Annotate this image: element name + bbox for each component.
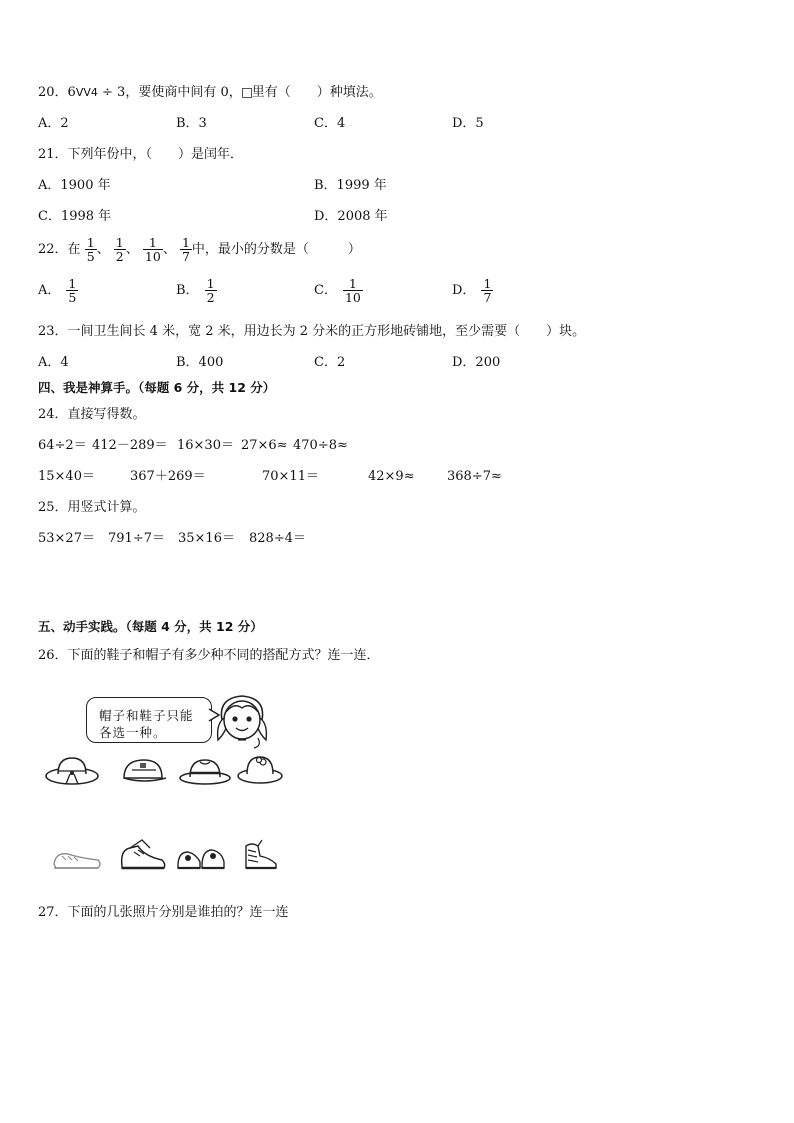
q23-option-c: C．2 [314, 355, 346, 370]
fraction-denominator: 5 [86, 249, 95, 265]
fraction-numerator: 1 [115, 235, 124, 250]
fraction-denominator: 7 [483, 290, 492, 306]
q24-calc: 368÷7≈ [447, 469, 502, 484]
fraction-denominator: 2 [206, 290, 215, 306]
sneaker-icon [116, 838, 168, 874]
q20-number: 20． [38, 85, 68, 100]
option-label: B． [176, 283, 199, 299]
high-top-sneaker-icon [236, 838, 280, 874]
q20-stem-mid: ÷ 3，要使商中间有 0， [97, 85, 242, 100]
q25-calc: 828÷4＝ [249, 531, 306, 546]
q22-fraction [114, 236, 126, 263]
q21-stem: 21．下列年份中，（ ）是闰年． [38, 147, 244, 162]
q23-stem: 23．一间卫生间长 4 米，宽 2 米，用边长为 2 分米的正方形地砖铺地，至少需要（ ）块。 [38, 324, 586, 339]
q22-stem-post: 中，最小的分数是（ ） [191, 242, 361, 258]
q25-calc: 35×16＝ [178, 531, 235, 546]
q20-option-c: C．4 [314, 116, 346, 131]
q24-calc: 16×30＝ [177, 438, 234, 453]
q24-calc: 15×40＝ [38, 469, 95, 484]
fraction-numerator: 1 [68, 276, 77, 291]
fraction-numerator: 1 [483, 276, 492, 291]
bubble-text-line2: 各选一种。 [99, 725, 167, 740]
option-fraction [343, 277, 363, 304]
q22-stem [38, 236, 361, 263]
q22-option-b [176, 277, 217, 304]
blank-box-icon [242, 88, 252, 98]
q20-stem-post: 里有（ ）种填法。 [251, 85, 382, 100]
speech-bubble [86, 697, 212, 743]
q21-option-d: D．2008 年 [314, 209, 388, 224]
separator: 、 [162, 242, 176, 258]
q20-digit: 6 [67, 85, 76, 100]
q24-calc: 42×9≈ [368, 469, 415, 484]
option-label: A． [38, 283, 61, 299]
option-label: C． [314, 283, 337, 299]
q25-calc: 791÷7＝ [108, 531, 165, 546]
bubble-text-line1: 帽子和鞋子只能 [99, 708, 194, 723]
q22-option-d [452, 277, 493, 304]
fraction-denominator: 2 [115, 249, 124, 265]
q23-option-d: D．200 [452, 355, 501, 370]
q24-calc: 70×11＝ [262, 469, 319, 484]
option-fraction [66, 277, 78, 304]
fraction-denominator: 10 [144, 249, 161, 265]
q22-fraction [180, 236, 192, 263]
q22-fraction [143, 236, 163, 263]
q24-calc: 27×6≈ [241, 438, 288, 453]
fraction-numerator: 1 [181, 235, 190, 250]
q20-option-d: D．5 [452, 116, 484, 131]
q20-line [38, 86, 382, 99]
q24-calc: 412－289＝ [92, 438, 168, 453]
q22-option-a [38, 277, 78, 304]
shoe-icon [50, 844, 104, 872]
q20-option-b: B．3 [176, 116, 207, 131]
q25-stem: 25．用竖式计算。 [38, 500, 146, 515]
option-fraction [205, 277, 217, 304]
fraction-denominator: 10 [344, 290, 361, 306]
section4-title: 四、我是神算手。（每题 6 分，共 12 分） [38, 380, 276, 395]
q26-stem: 26．下面的鞋子和帽子有多少种不同的搭配方式？连一连． [38, 648, 380, 663]
fraction-numerator: 1 [143, 236, 163, 250]
q20-option-a: A．2 [38, 116, 69, 131]
q23-option-b: B．400 [176, 355, 224, 370]
separator: 、 [96, 242, 110, 258]
q23-option-a: A．4 [38, 355, 69, 370]
q21-option-c: C．1998 年 [38, 209, 112, 224]
fraction-numerator: 1 [343, 277, 363, 291]
q22-fraction [85, 236, 97, 263]
q21-option-b: B．1999 年 [314, 178, 387, 193]
q24-stem: 24．直接写得数。 [38, 407, 146, 422]
q21-option-a: A．1900 年 [38, 178, 111, 193]
q25-calc: 53×27＝ [38, 531, 95, 546]
option-fraction [481, 277, 493, 304]
baseball-cap-icon [118, 754, 168, 788]
pair-of-shoes-icon [174, 840, 228, 874]
q27-stem: 27．下面的几张照片分别是谁拍的？连一连 [38, 905, 289, 920]
sun-hat-with-bow-icon [44, 752, 100, 788]
option-label: D． [452, 283, 476, 299]
q24-calc: 367＋269＝ [130, 469, 206, 484]
section5-title: 五、动手实践。（每题 4 分，共 12 分） [38, 619, 263, 634]
q22-option-c [314, 277, 363, 304]
fraction-denominator: 5 [68, 290, 77, 306]
q22-stem-pre: 22．在 [38, 242, 81, 258]
q24-calc: 64÷2＝ [38, 438, 87, 453]
fraction-numerator: 1 [206, 276, 215, 291]
q24-calc: 470÷8≈ [293, 438, 348, 453]
q20-garbled-digits: VV4 [75, 86, 98, 99]
fraction-numerator: 1 [86, 235, 95, 250]
fraction-denominator: 7 [181, 249, 190, 265]
fedora-hat-icon [178, 756, 232, 786]
flower-hat-icon [236, 752, 284, 786]
separator: 、 [125, 242, 139, 258]
girl-illustration-icon [214, 690, 270, 752]
